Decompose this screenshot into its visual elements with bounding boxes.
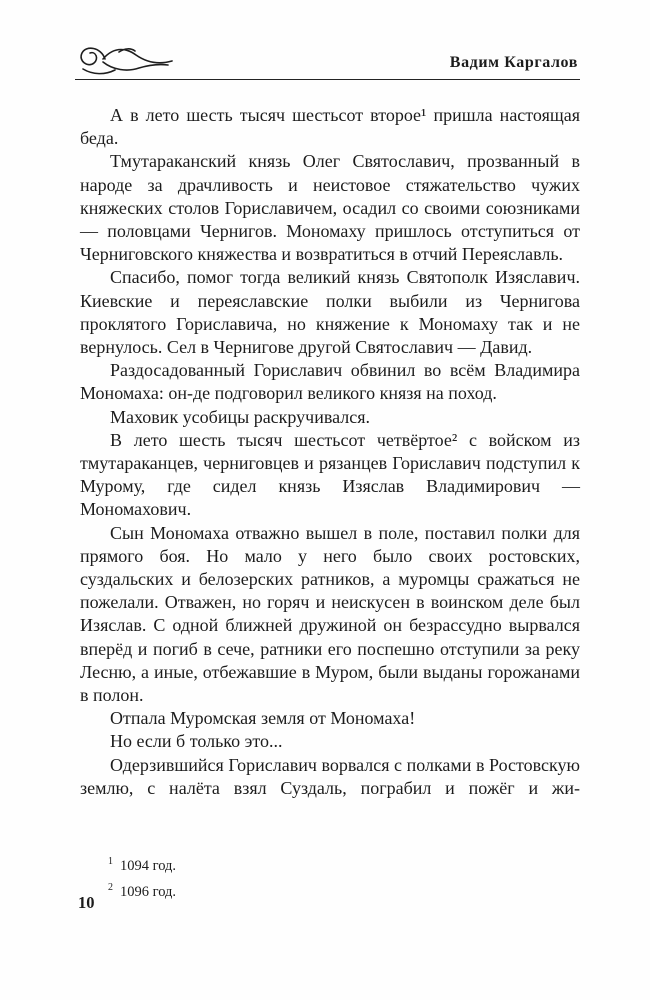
author-name: Вадим Каргалов: [449, 54, 578, 71]
footnotes: [108, 851, 176, 903]
body-text: [80, 104, 580, 800]
paragraph: Одерзившийся Гориславич ворвался с полками в Ростовскую землю, с налёта взял Суздаль, пограбил и пожёг и жи-: [80, 754, 580, 798]
paragraph: Но если б только это...: [110, 731, 283, 752]
paragraph: Маховик усобицы раскручивался.: [110, 406, 371, 427]
paragraph: Тмутараканский князь Олег Святославич, прозванный в народе за драчливость и неистовое стяжательство чужих княжеских столов Гориславичем, осадил со своими союзниками — половцами Чернигов. Мономаху пришлось отступиться от Черниговского княжества и возвратиться в отчий Переяславль.: [80, 151, 580, 265]
paragraph: В лето шесть тысяч шестьсот четвёртое² с войском из тмутараканцев, черниговцев и рязанцев Гориславич подступил к Мурому, где сидел князь Изяслав Владимирович — Мономахович.: [80, 429, 580, 520]
paragraph: Раздосадованный Гориславич обвинил во всём Владимира Мономаха: он-де подговорил великого князя на поход.: [80, 360, 580, 404]
paragraph: Отпала Муромская земля от Мономаха!: [110, 708, 416, 729]
page-number: 10: [78, 893, 95, 912]
footnote-marker: 1: [108, 856, 113, 867]
paragraph: А в лето шесть тысяч шестьсот второе¹ пришла настоящая беда.: [80, 105, 580, 149]
footnote-marker: 2: [108, 881, 113, 893]
footnote: [108, 851, 176, 877]
footnote-text: 1096 год.: [120, 883, 177, 900]
footnote: [108, 877, 176, 903]
header-divider: [75, 79, 580, 80]
paragraph: Сын Мономаха отважно вышел в поле, поставил полки для прямого боя. Но мало у него было своих ростовских, суздальских и белозерских ратников, а муромцы сражаться не пожелали. Отважен, но горяч и неискусен в воинском деле был Изяслав. С одной ближней дружиной он безрассудно вырвался вперёд и погиб в сече, ратники его поспешно отступили за реку Лесню, а иные, отбежавшие в Муром, были выданы горожанами в полон.: [80, 522, 580, 706]
footnote-text: 1094 год.: [120, 857, 177, 874]
paragraph: Спасибо, помог тогда великий князь Святополк Изяславич. Киевские и переяславские полки выбили из Чернигова проклятого Гориславича, но княжение к Мономаху так и не вернулось. Сел в Чернигове другой Святославич — Давид.: [80, 267, 580, 358]
flourish-ornament-icon: [75, 40, 175, 83]
page-header: [75, 40, 580, 80]
